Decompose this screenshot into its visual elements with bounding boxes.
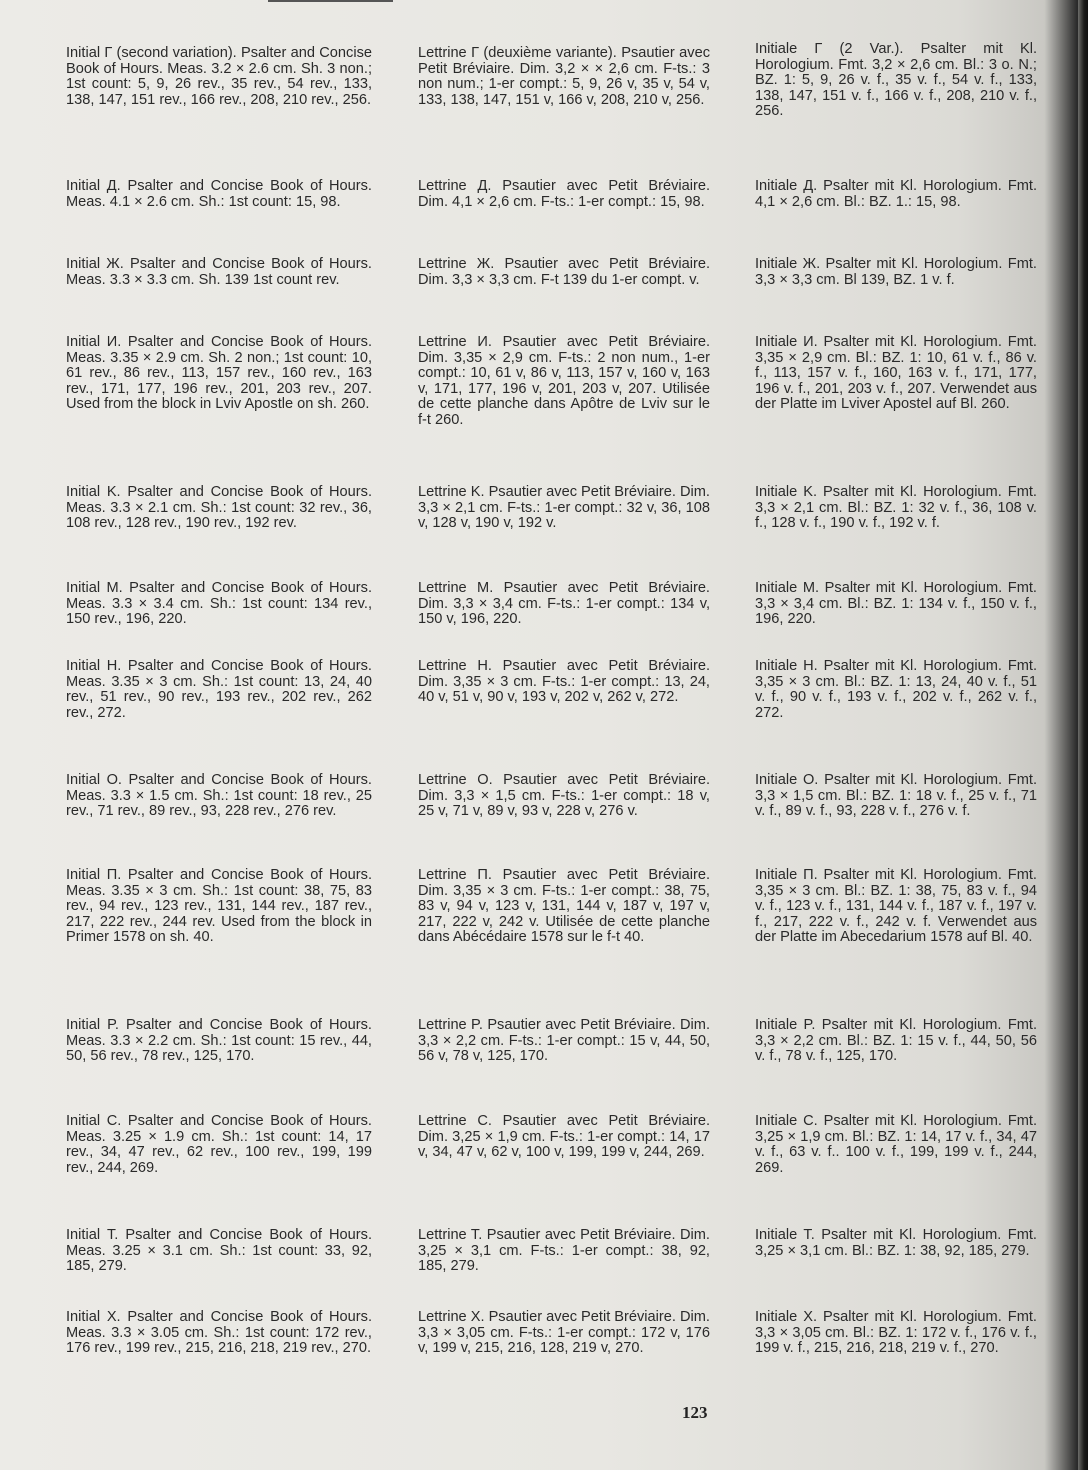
entry-de-o: Initiale O. Psalter mit Kl. Horologium. Fmt. 3,3 × 1,5 cm. Bl.: BZ. 1: 18 v. f., 25 v. f., 71 v. f., 89 v. f., 93, 228 v. f., 276 v. f. — [755, 772, 1037, 820]
entry-fr-m: Lettrine M. Psautier avec Petit Bréviaire. Dim. 3,3 × 3,4 cm. F-ts.: 1-er compt.: 134 v, 150 v, 196, 220. — [418, 580, 710, 628]
page-edge-shadow — [1078, 0, 1088, 1470]
entry-de-s: Initiale C. Psalter mit Kl. Horologium. Fmt. 3,25 × 1,9 cm. Bl.: BZ. 1: 14, 17 v. f., 34, 47 v. f., 63 v. f.. 100 v. f., 199, 199 v. f., 244, 269. — [755, 1113, 1037, 1176]
entry-en-de: Initial Д. Psalter and Concise Book of Hours. Meas. 4.1 × 2.6 cm. Sh.: 1st count: 15, 98. — [66, 178, 372, 210]
entry-en-zhe: Initial Ж. Psalter and Concise Book of Hours. Meas. 3.3 × 3.3 cm. Sh. 139 1st count rev. — [66, 256, 372, 288]
entry-fr-ghe: Lettrine Г (deuxième variante). Psautier avec Petit Bréviaire. Dim. 3,2 × × 2,6 cm. F-ts.: 3 non num.; 1-er compt.: 5, 9, 26 v, 35 v, 54 v, 133, 138, 147, 151 v, 166 v, 208, 210 v, 256. — [418, 45, 710, 108]
entry-en-kha: Initial X. Psalter and Concise Book of Hours. Meas. 3.3 × 3.05 cm. Sh.: 1st count: 172 rev., 176 rev., 199 rev., 215, 216, 218, 219 rev., 270. — [66, 1309, 372, 1357]
entry-en-k: Initial K. Psalter and Concise Book of Hours. Meas. 3.3 × 2.1 cm. Sh.: 1st count: 32 rev., 36, 108 rev., 128 rev., 190 rev., 192 rev. — [66, 484, 372, 532]
entry-en-ghe: Initial Г (second variation). Psalter and Concise Book of Hours. Meas. 3.2 × 2.6 cm. Sh. 3 non.; 1st count: 5, 9, 26 rev., 35 rev., 54 rev., 133, 138, 147, 151 rev., 166 rev., 208, 210 rev., 256. — [66, 45, 372, 108]
entry-fr-h: Lettrine H. Psautier avec Petit Bréviaire. Dim. 3,35 × 3 cm. F-ts.: 1-er compt.: 13, 24, 40 v, 51 v, 90 v, 193 v, 202 v, 262 v, 272. — [418, 658, 710, 706]
entry-fr-k: Lettrine K. Psautier avec Petit Bréviaire. Dim. 3,3 × 2,1 cm. F-ts.: 1-er compt.: 32 v, 36, 108 v, 128 v, 190 v, 192 v. — [418, 484, 710, 532]
entry-de-pe: Initiale П. Psalter mit Kl. Horologium. Fmt. 3,35 × 3 cm. Bl.: BZ. 1: 38, 75, 83 v. f., 94 v. f., 123 v. f., 131, 144 v. f., 187 v. f., 197 v. f., 217, 222 v. f., 242 v. f. Verwendet aus der Platte im Abecedarium 1578 auf Bl. 40. — [755, 867, 1037, 946]
entry-de-m: Initiale M. Psalter mit Kl. Horologium. Fmt. 3,3 × 3,4 cm. Bl.: BZ. 1: 134 v. f., 150 v. f., 196, 220. — [755, 580, 1037, 628]
entry-fr-i: Lettrine И. Psautier avec Petit Bréviaire. Dim. 3,35 × 2,9 cm. F-ts.: 2 non num., 1-er compt.: 10, 61 v, 86 v, 113, 157 v, 160 v, 163 v, 171, 177, 196 v, 201, 203 v, 207. Utilisée de cette planche dans Apôtre de Lviv sur le f-t 260. — [418, 334, 710, 428]
entry-fr-t: Lettrine T. Psautier avec Petit Bréviaire. Dim. 3,25 × 3,1 cm. F-ts.: 1-er compt.: 38, 92, 185, 279. — [418, 1227, 710, 1275]
entry-de-t: Initiale T. Psalter mit Kl. Horologium. Fmt. 3,25 × 3,1 cm. Bl.: BZ. 1: 38, 92, 185, 279. — [755, 1227, 1037, 1259]
entry-en-o: Initial O. Psalter and Concise Book of Hours. Meas. 3.3 × 1.5 cm. Sh.: 1st count: 18 rev., 25 rev., 71 rev., 89 rev., 93, 228 rev., 276 rev. — [66, 772, 372, 820]
entry-de-zhe: Initiale Ж. Psalter mit Kl. Horologium. Fmt. 3,3 × 3,3 cm. Bl 139, BZ. 1 v. f. — [755, 256, 1037, 288]
entry-fr-zhe: Lettrine Ж. Psautier avec Petit Bréviaire. Dim. 3,3 × 3,3 cm. F-t 139 du 1-er compt. v. — [418, 256, 710, 288]
entry-en-pe: Initial П. Psalter and Concise Book of Hours. Meas. 3.35 × 3 cm. Sh.: 1st count: 38, 75, 83 rev., 94 rev., 123 rev., 131, 144 rev., 187 rev., 217, 222 rev., 244 rev. Used from the block in Primer 1578 on sh. 40. — [66, 867, 372, 946]
entry-fr-s: Lettrine C. Psautier avec Petit Bréviaire. Dim. 3,25 × 1,9 cm. F-ts.: 1-er compt.: 14, 17 v, 34, 47 v, 62 v, 100 v, 199, 199 v, 244, 269. — [418, 1113, 710, 1161]
entry-fr-kha: Lettrine X. Psautier avec Petit Bréviaire. Dim. 3,3 × 3,05 cm. F-ts.: 1-er compt.: 172 v, 176 v, 199 v, 215, 216, 128, 219 v, 270. — [418, 1309, 710, 1357]
entry-en-t: Initial T. Psalter and Concise Book of Hours. Meas. 3.25 × 3.1 cm. Sh.: 1st count: 33, 92, 185, 279. — [66, 1227, 372, 1275]
entry-de-de: Initiale Д. Psalter mit Kl. Horologium. Fmt. 4,1 × 2,6 cm. Bl.: BZ. 1.: 15, 98. — [755, 178, 1037, 210]
entry-de-ghe: Initiale Г (2 Var.). Psalter mit Kl. Horologium. Fmt. 3,2 × 2,6 cm. Bl.: 3 o. N.; BZ. 1: 5, 9, 26 v. f., 35 v. f., 54 v. f., 133, 138, 147, 151 v. f., 166 v. f., 208, 210 v. f., 256. — [755, 41, 1037, 120]
entry-de-h: Initiale H. Psalter mit Kl. Horologium. Fmt. 3,35 × 3 cm. Bl.: BZ. 1: 13, 24, 40 v. f., 51 v. f., 90 v. f., 193 v. f., 202 v. f., 262 v. f., 272. — [755, 658, 1037, 721]
entry-de-i: Initiale И. Psalter mit Kl. Horologium. Fmt. 3,35 × 2,9 cm. Bl.: BZ. 1: 10, 61 v. f., 86 v. f., 113, 157 v. f., 160, 163 v. f., 171, 177, 196 v. f., 201, 203 v. f., 207. Verwendet aus der Platte im Lviver Apostel auf Bl. 260. — [755, 334, 1037, 413]
entry-en-r: Initial P. Psalter and Concise Book of Hours. Meas. 3.3 × 2.2 cm. Sh.: 1st count: 15 rev., 44, 50, 56 rev., 78 rev., 125, 170. — [66, 1017, 372, 1065]
page-number: 123 — [682, 1403, 708, 1422]
entry-en-s: Initial C. Psalter and Concise Book of Hours. Meas. 3.25 × 1.9 cm. Sh.: 1st count: 14, 17 rev., 34, 47 rev., 62 rev., 100 rev., 199, 199 rev., 244, 269. — [66, 1113, 372, 1176]
entry-de-k: Initiale K. Psalter mit Kl. Horologium. Fmt. 3,3 × 2,1 cm. Bl.: BZ. 1: 32 v. f., 36, 108 v. f., 128 v. f., 190 v. f., 192 v. f. — [755, 484, 1037, 532]
entry-fr-pe: Lettrine П. Psautier avec Petit Bréviaire. Dim. 3,35 × 3 cm. F-ts.: 1-er compt.: 38, 75, 83 v, 94 v, 123 v, 131, 144 v, 187 v, 197 v, 217, 222 v, 242 v. Utilisée de cette planche dans Abécédaire 1578 sur le f-t 40. — [418, 867, 710, 946]
entry-fr-de: Lettrine Д. Psautier avec Petit Bréviaire. Dim. 4,1 × 2,6 cm. F-ts.: 1-er compt.: 15, 98. — [418, 178, 710, 210]
entry-en-m: Initial M. Psalter and Concise Book of Hours. Meas. 3.3 × 3.4 cm. Sh.: 1st count: 134 rev., 150 rev., 196, 220. — [66, 580, 372, 628]
entry-fr-o: Lettrine O. Psautier avec Petit Bréviaire. Dim. 3,3 × 1,5 cm. F-ts.: 1-er compt.: 18 v, 25 v, 71 v, 89 v, 93 v, 228 v, 276 v. — [418, 772, 710, 820]
top-rule — [268, 0, 393, 2]
entry-fr-r: Lettrine P. Psautier avec Petit Bréviaire. Dim. 3,3 × 2,2 cm. F-ts.: 1-er compt.: 15 v, 44, 50, 56 v, 78 v, 125, 170. — [418, 1017, 710, 1065]
entry-de-kha: Initiale X. Psalter mit Kl. Horologium. Fmt. 3,3 × 3,05 cm. Bl.: BZ. 1: 172 v. f., 176 v. f., 199 v. f., 215, 216, 218, 219 v. f., 270. — [755, 1309, 1037, 1357]
entry-en-i: Initial И. Psalter and Concise Book of Hours. Meas. 3.35 × 2.9 cm. Sh. 2 non.; 1st count: 10, 61 rev., 86 rev., 113, 157 rev., 160 rev., 163 rev., 171, 177, 196 rev., 201, 203 rev., 207. Used from the block in Lviv Apostle on sh. 260. — [66, 334, 372, 413]
entry-de-r: Initiale P. Psalter mit Kl. Horologium. Fmt. 3,3 × 2,2 cm. Bl.: BZ. 1: 15 v. f., 44, 50, 56 v. f., 78 v. f., 125, 170. — [755, 1017, 1037, 1065]
entry-en-h: Initial H. Psalter and Concise Book of Hours. Meas. 3.35 × 3 cm. Sh.: 1st count: 13, 24, 40 rev., 51 rev., 90 rev., 193 rev., 202 rev., 262 rev., 272. — [66, 658, 372, 721]
